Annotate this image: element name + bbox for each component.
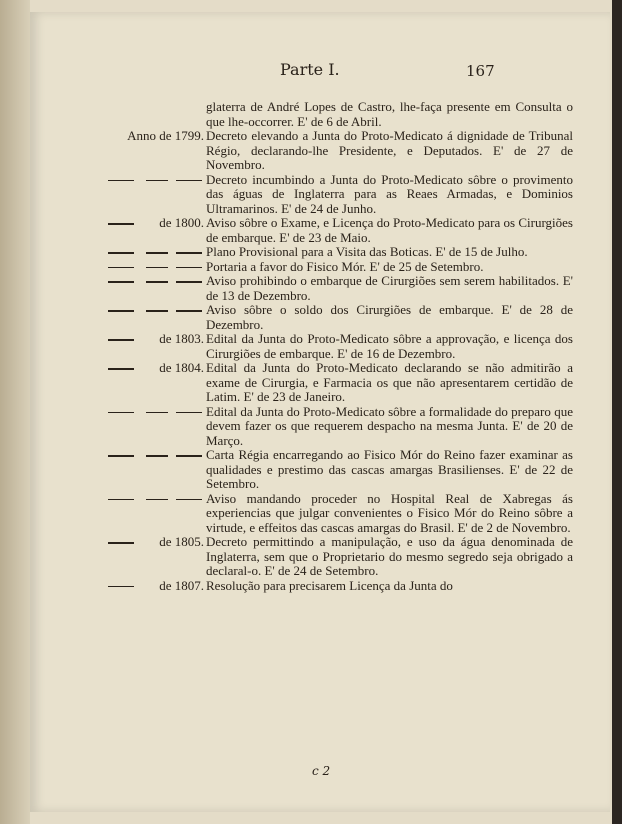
- entry-text: Aviso sôbre o soldo dos Cirurgiões de embarque. E' de 28 de Dezembro.: [206, 302, 573, 332]
- ditto-dashes: [108, 180, 204, 182]
- chronology-entry: [108, 405, 573, 449]
- entry-text: Decreto elevando a Junta do Proto-Medicato á dignidade de Tribunal Régio, declarando-lhe Presidente, e Deputados. E' de 27 de Novembro.: [206, 128, 573, 172]
- entry-text: Edital da Junta do Proto-Medicato sôbre a approvação, e licença dos Cirurgiões de embarque. E' de 16 de Dezembro.: [206, 331, 573, 361]
- entry-date: de 1803.: [159, 331, 204, 346]
- ditto-dashes: [108, 455, 204, 457]
- chronology-entry: [108, 260, 573, 275]
- entry-text: Aviso mandando proceder no Hospital Real de Xabregas ás experiencias que julgar convenientes o Fisico Mór do Reino sôbre a virtude, e effeitos das cascas amargas do Brasil. E' de 2 de Novembro.: [206, 490, 573, 535]
- entry-text: Aviso sôbre o Exame, e Licença do Proto-Medicato para os Cirurgiões de embarque. E' de 23 de Maio.: [206, 215, 573, 245]
- chronology-entry: [108, 274, 573, 303]
- ditto-dashes: [108, 281, 204, 283]
- book-page: [30, 12, 610, 812]
- chronology-entry: [108, 332, 573, 361]
- entry-date: de 1804.: [159, 360, 204, 375]
- chronology-entry: [108, 173, 573, 217]
- entry-text: Carta Régia encarregando ao Fisico Mór do Reino fazer examinar as qualidades e prestimo das cascas amargas Brasilienses. E' de 22 de Setembro.: [206, 447, 573, 491]
- previous-page-edge: [0, 0, 30, 824]
- entry-date: de 1807.: [159, 577, 204, 593]
- ditto-dashes: [108, 310, 204, 312]
- running-head: Parte I.: [280, 60, 340, 79]
- entry-text: Plano Provisional para a Visita das Boticas. E' de 15 de Julho.: [206, 244, 528, 259]
- chronology-entry: [108, 535, 573, 579]
- entry-text: Edital da Junta do Proto-Medicato sôbre a formalidade do preparo que devem fazer os que requerem despacho na mesma Junta. E' de 20 de Março.: [206, 403, 573, 448]
- entry-date: de 1800.: [159, 215, 204, 230]
- entry-text: glaterra de André Lopes de Castro, lhe-faça presente em Consulta o que lhe-occorrer. E' de 6 de Abril.: [206, 99, 573, 129]
- chronology-entry: [108, 303, 573, 332]
- page-number: 167: [466, 62, 495, 80]
- chronology-entry: [108, 216, 573, 245]
- entry-text: Aviso prohibindo o embarque de Cirurgiões sem serem habilitados. E' de 13 de Dezembro.: [206, 273, 573, 303]
- entry-text: Decreto permittindo a manipulação, e uso da água denominada de Inglaterra, sem que o Proprietario do mesmo segredo seja obrigado a declaral-o. E' de 24 de Setembro.: [206, 534, 573, 578]
- ditto-dashes: [108, 412, 204, 414]
- chronology-entry: [108, 129, 573, 173]
- chronology-entries: [108, 100, 573, 593]
- entry-text: Resolução para precisarem Licença da Junta do: [206, 577, 453, 593]
- signature-mark: c 2: [312, 764, 331, 778]
- ditto-dashes: [108, 252, 204, 254]
- chronology-entry: [108, 448, 573, 492]
- entry-date: de 1805.: [159, 534, 204, 549]
- entry-text: Portaria a favor do Fisico Mór. E' de 25 de Setembro.: [206, 258, 484, 274]
- ditto-dashes: [108, 267, 204, 269]
- ditto-dashes: [108, 499, 204, 501]
- chronology-entry: [108, 100, 573, 129]
- chronology-entry: [108, 492, 573, 536]
- entry-text: Decreto incumbindo a Junta do Proto-Medicato sôbre o provimento das águas de Inglaterra para as Reaes Armadas, e Dominios Ultramarinos. E' de 24 de Junho.: [206, 171, 573, 216]
- entry-text: Edital da Junta do Proto-Medicato declarando se não admitirão a exame de Cirurgia, e Farmacia os que não apresentarem certidão de Latim. E' de 23 de Janeiro.: [206, 360, 573, 404]
- chronology-entry: [108, 579, 573, 594]
- chronology-entry: [108, 245, 573, 260]
- chronology-entry: [108, 361, 573, 405]
- scan-border: [612, 0, 622, 824]
- entry-date: Anno de 1799.: [127, 128, 204, 143]
